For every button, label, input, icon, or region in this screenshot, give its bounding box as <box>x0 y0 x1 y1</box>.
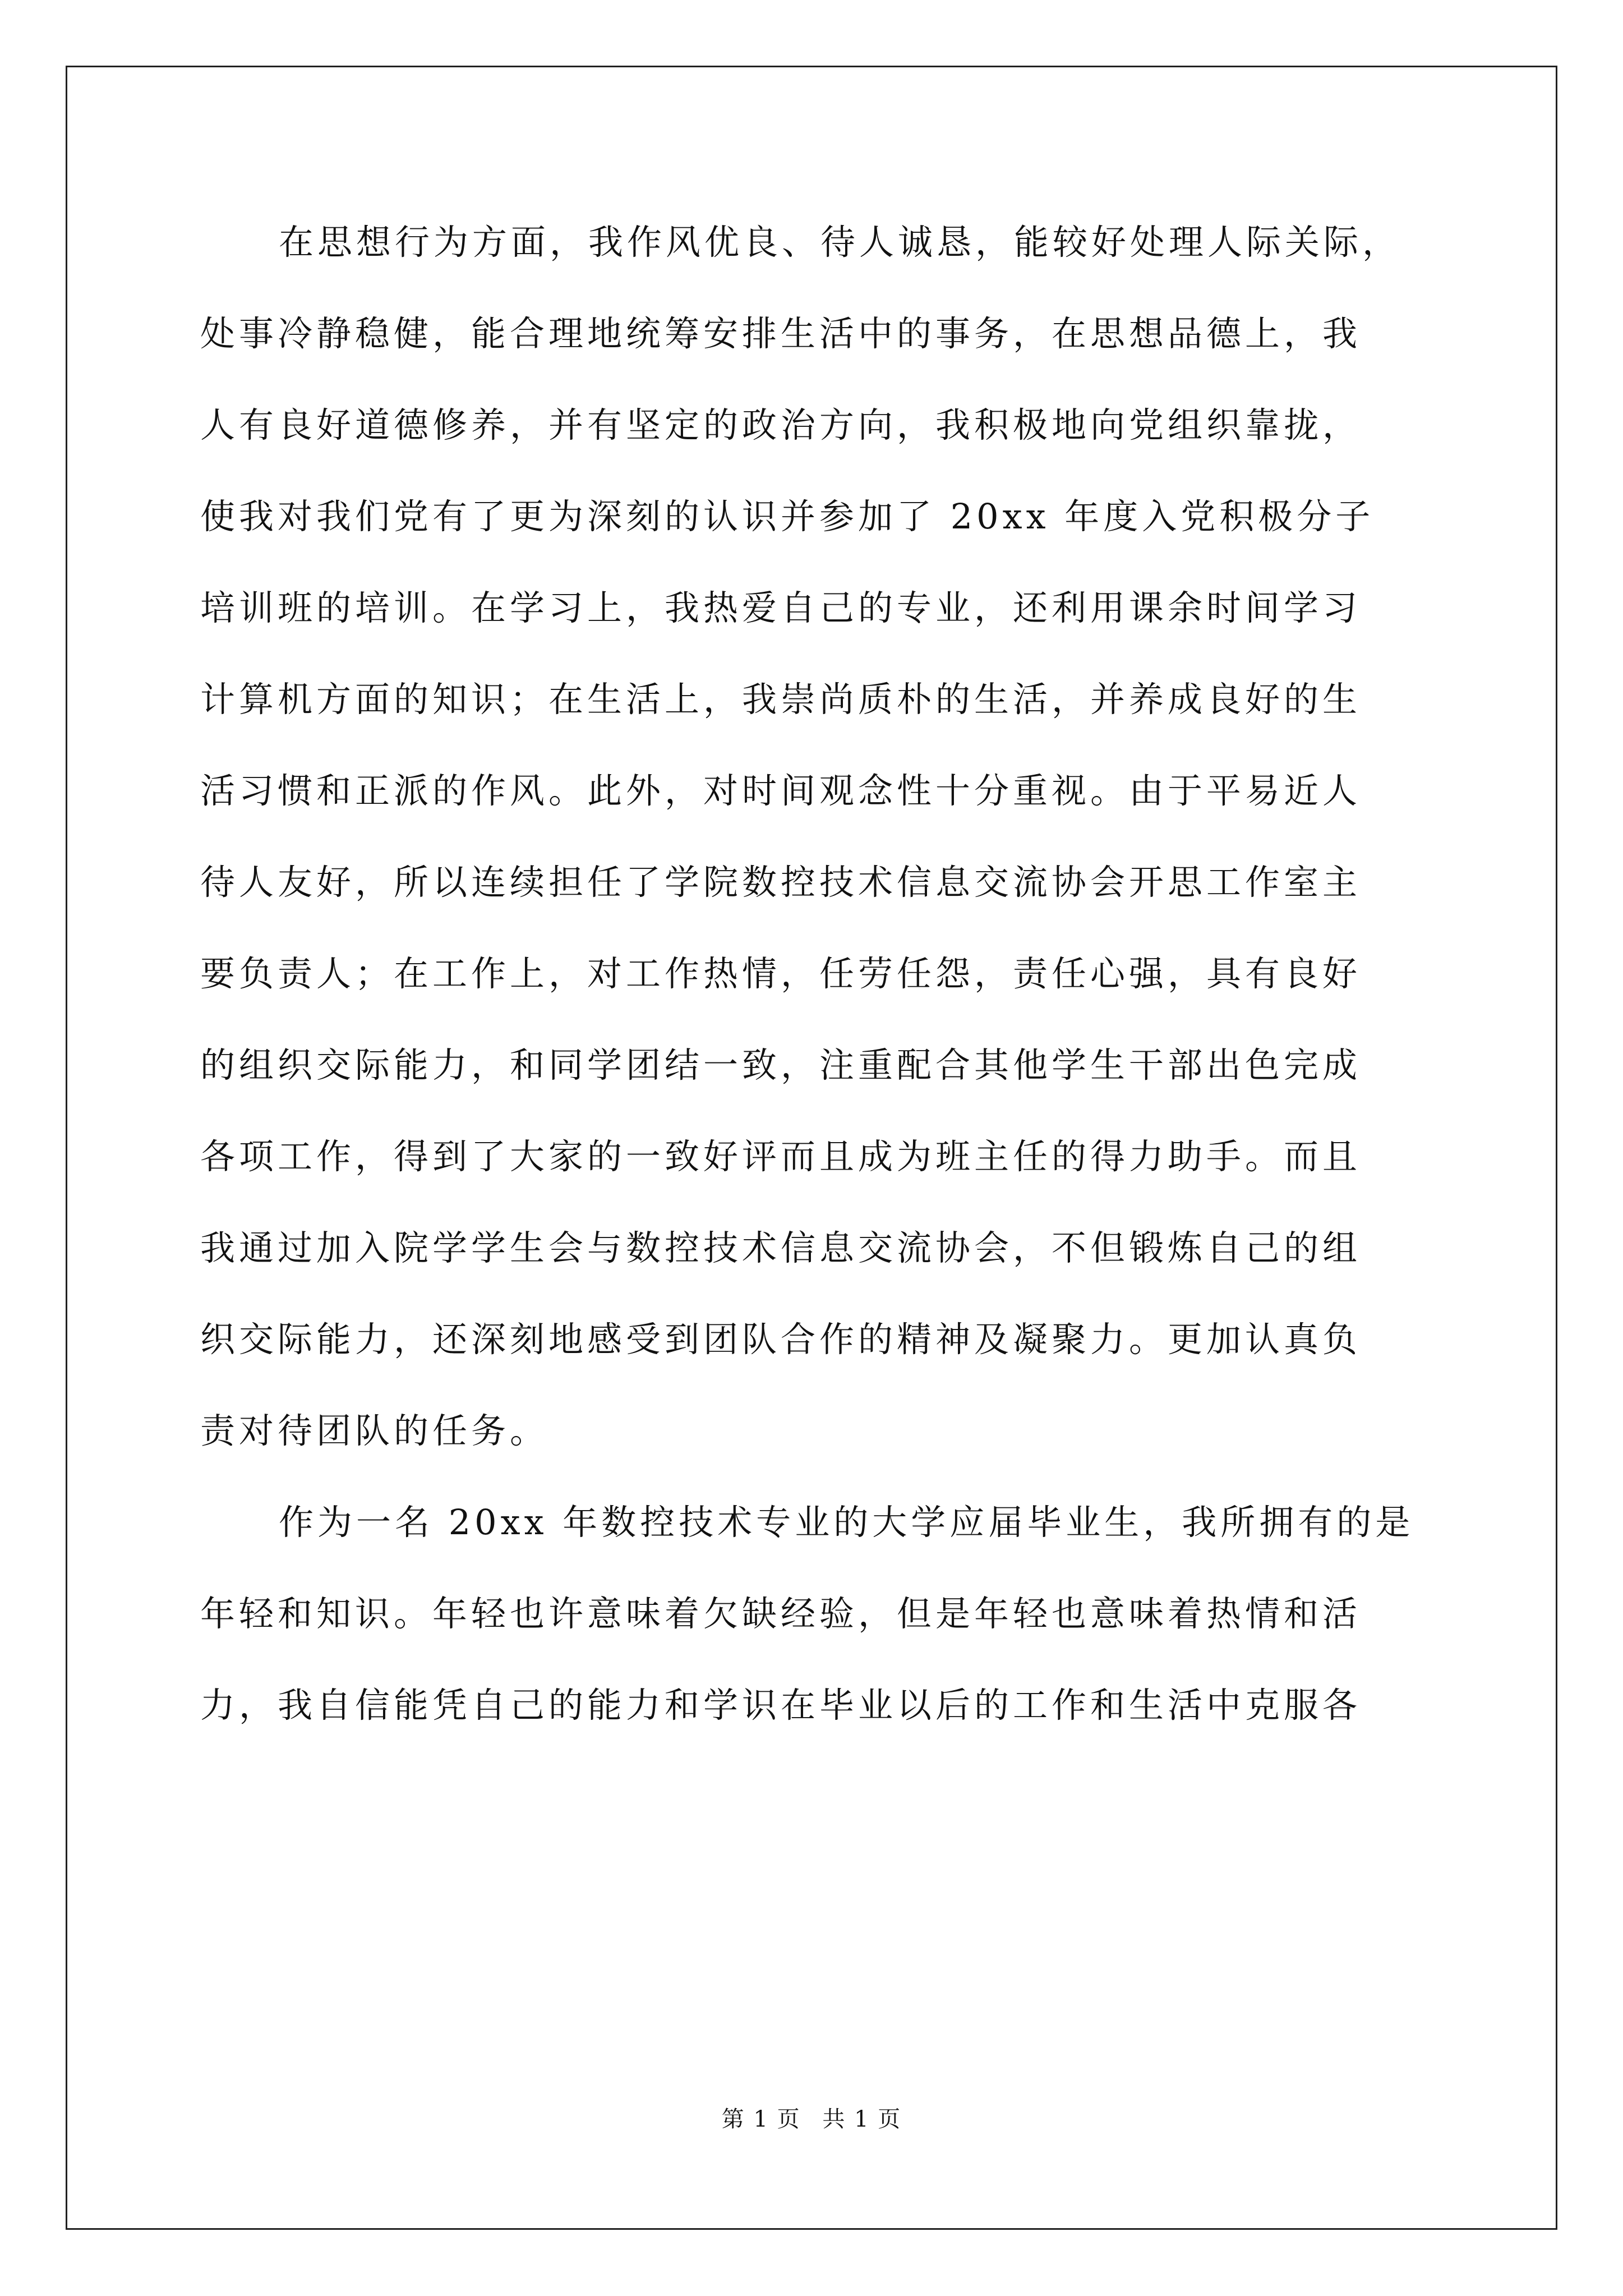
paragraph-1-line-3: 人有良好道德修养，并有坚定的政治方向，我积极地向党组织靠拢， <box>200 404 1362 445</box>
paragraph-1-line-10: 的组织交际能力，和同学团结一致，注重配合其他学生干部出色完成 <box>200 1045 1362 1085</box>
page-number-current: 第 1 页 <box>721 2106 801 2132</box>
paragraph-2-line-1: 作为一名 20xx 年数控技术专业的大学应届毕业生，我所拥有的是 <box>279 1502 1414 1543</box>
paragraph-1-line-2: 处事冷静稳健，能合理地统筹安排生活中的事务，在思想品德上，我 <box>200 313 1362 354</box>
paragraph-2-line-2: 年轻和知识。年轻也许意味着欠缺经验，但是年轻也意味着热情和活 <box>200 1593 1362 1634</box>
paragraph-1-line-9: 要负责人；在工作上，对工作热情，任劳任怨，责任心强，具有良好 <box>200 953 1362 994</box>
page-number-total: 共 1 页 <box>822 2106 902 2132</box>
paragraph-1-line-12: 我通过加入院学学生会与数控技术信息交流协会，不但锻炼自己的组 <box>200 1227 1362 1268</box>
paragraph-1-line-11: 各项工作，得到了大家的一致好评而且成为班主任的得力助手。而且 <box>200 1136 1362 1177</box>
paragraph-2-line-3: 力，我自信能凭自己的能力和学识在毕业以后的工作和生活中克服各 <box>200 1685 1362 1726</box>
paragraph-1-line-5: 培训班的培训。在学习上，我热爱自己的专业，还利用课余时间学习 <box>200 587 1362 628</box>
paragraph-1-line-13: 织交际能力，还深刻地感受到团队合作的精神及凝聚力。更加认真负 <box>200 1319 1362 1360</box>
paragraph-1-line-8: 待人友好，所以连续担任了学院数控技术信息交流协会开思工作室主 <box>200 862 1362 903</box>
paragraph-1-line-7: 活习惯和正派的作风。此外，对时间观念性十分重视。由于平易近人 <box>200 770 1362 811</box>
paragraph-1-line-4: 使我对我们党有了更为深刻的认识并参加了 20xx 年度入党积极分子 <box>200 496 1375 537</box>
page-footer <box>0 2104 1623 2135</box>
paragraph-1-line-14: 责对待团队的任务。 <box>200 1410 549 1451</box>
paragraph-1-line-6: 计算机方面的知识；在生活上，我崇尚质朴的生活，并养成良好的生 <box>200 679 1362 720</box>
paragraph-1-line-1: 在思想行为方面，我作风优良、待人诚恳，能较好处理人际关际， <box>279 222 1401 263</box>
